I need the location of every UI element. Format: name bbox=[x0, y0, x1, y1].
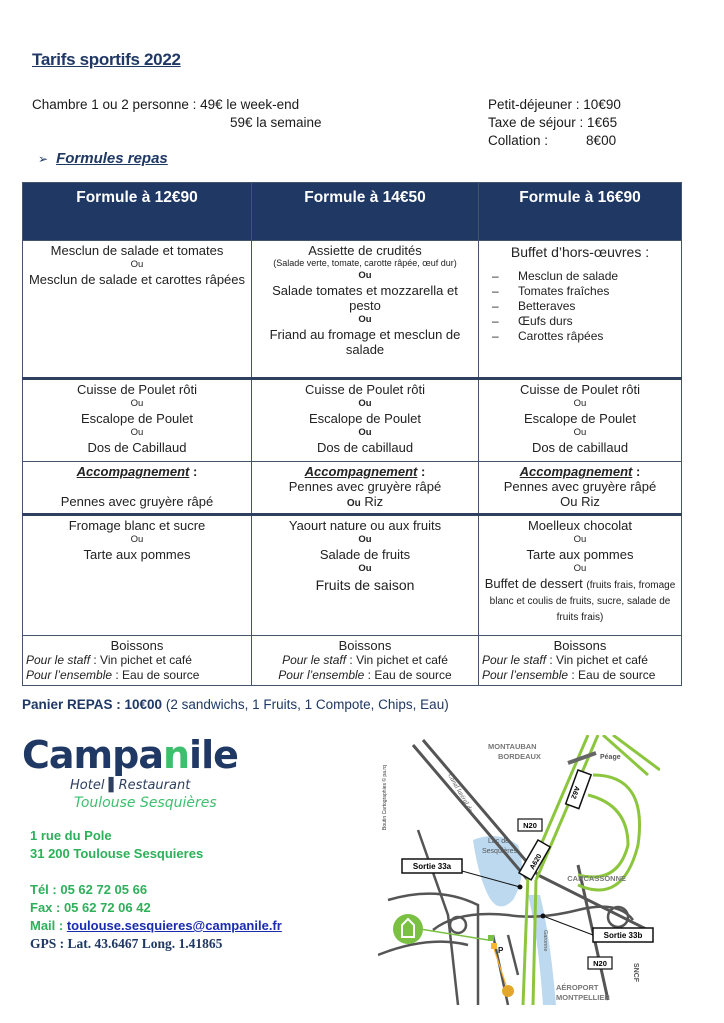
staff-drinks: : Vin pichet et café bbox=[90, 653, 192, 667]
fax: Fax : 05 62 72 06 42 bbox=[30, 900, 151, 915]
drinks-row bbox=[23, 636, 682, 686]
lake-label: Sesquières bbox=[482, 848, 518, 855]
formula-header-3: Formule à 16€90 bbox=[479, 183, 682, 241]
exit-33b-dot bbox=[541, 914, 546, 919]
or-separator: Ou bbox=[358, 534, 372, 545]
tax-price: Taxe de séjour : 1€65 bbox=[488, 115, 618, 130]
buffet-item: – Mesclun de salade bbox=[492, 269, 678, 284]
menu-item: Escalope de Poulet bbox=[80, 411, 194, 426]
sides-colon: : bbox=[632, 464, 641, 479]
menu-table bbox=[22, 182, 682, 686]
menu-item: Fruits de saison bbox=[315, 577, 415, 593]
logo-house-n-icon: n bbox=[162, 733, 190, 777]
menu-item: Moelleux chocolat bbox=[527, 518, 633, 533]
menu-item: Dos de cabillaud bbox=[531, 440, 629, 455]
formula-header-2: Formule à 14€50 bbox=[252, 183, 479, 241]
section-heading bbox=[38, 150, 168, 167]
packed-meal-detail: (2 sandwichs, 1 Fruits, 1 Compote, Chips, Eau) bbox=[162, 697, 449, 712]
menu-item: Riz bbox=[364, 494, 384, 509]
staff-label: Pour le staff bbox=[26, 653, 91, 667]
phone: Tél : 05 62 72 05 66 bbox=[30, 882, 148, 897]
staff-label: Pour le staff bbox=[282, 653, 347, 667]
n20-label: N20 bbox=[593, 959, 607, 968]
or-separator: Ou bbox=[130, 534, 144, 545]
room-label: Chambre 1 ou 2 personne : bbox=[32, 97, 197, 112]
menu-item: Escalope de Poulet bbox=[308, 411, 422, 426]
sides-cell-3 bbox=[479, 462, 682, 515]
buffet-item: – Carottes râpées bbox=[492, 329, 678, 344]
menu-item: Tarte aux pommes bbox=[83, 547, 191, 562]
menu-item: Salade de fruits bbox=[319, 547, 411, 562]
staff-label: Pour le staff bbox=[482, 653, 547, 667]
starters-cell-3 bbox=[479, 241, 682, 379]
city-label: BORDEAUX bbox=[498, 752, 541, 761]
flower-landmark-icon bbox=[502, 985, 514, 997]
contact-block bbox=[30, 827, 282, 953]
all-drinks: : Eau de source bbox=[364, 668, 452, 682]
menu-item-detail: (Salade verte, tomate, carotte râpée, œuf dur) bbox=[273, 258, 457, 268]
or-separator: Ou bbox=[358, 314, 372, 325]
city-label: CARCASSONNE bbox=[567, 874, 626, 883]
address-city: 31 200 Toulouse Sesquieres bbox=[30, 846, 204, 861]
starters-row bbox=[23, 241, 682, 379]
menu-item: Dos de Cabillaud bbox=[87, 440, 187, 455]
menu-item: Yaourt nature ou aux fruits bbox=[288, 518, 442, 533]
sides-cell-2 bbox=[252, 462, 479, 515]
starters-cell-1 bbox=[23, 241, 252, 379]
buffet-title: Buffet d’hors-œuvres : bbox=[510, 244, 650, 260]
all-label: Pour l’ensemble bbox=[26, 668, 113, 682]
drinks-title: Boissons bbox=[110, 638, 164, 653]
menu-item: Pennes avec gruyère râpé bbox=[503, 479, 657, 494]
mains-cell-2 bbox=[252, 379, 479, 462]
staff-drinks: : Vin pichet et café bbox=[346, 653, 448, 667]
n20-label: N20 bbox=[523, 821, 537, 830]
desserts-cell-3 bbox=[479, 515, 682, 636]
formula-header-1: Formule à 12€90 bbox=[23, 183, 252, 241]
mains-cell-1 bbox=[23, 379, 252, 462]
all-label: Pour l’ensemble bbox=[482, 668, 569, 682]
menu-item: Salade tomates et mozzarella et pesto bbox=[272, 283, 458, 313]
desserts-row bbox=[23, 515, 682, 636]
mains-cell-3 bbox=[479, 379, 682, 462]
or-separator: Ou bbox=[358, 427, 372, 438]
staff-drinks: : Vin pichet et café bbox=[546, 653, 648, 667]
page-title: Tarifs sportifs 2022 bbox=[32, 50, 181, 69]
buffet-item: – Œufs durs bbox=[492, 314, 678, 329]
room-weekend-price: 49€ le week-end bbox=[200, 97, 300, 112]
extra-rates bbox=[488, 96, 621, 150]
menu-item: Cuisse de Poulet rôti bbox=[520, 382, 640, 397]
all-drinks: : Eau de source bbox=[568, 668, 656, 682]
mains-row bbox=[23, 379, 682, 462]
or-separator: Ou bbox=[573, 427, 587, 438]
logo-brand-part: ile bbox=[189, 733, 238, 777]
desserts-cell-2 bbox=[252, 515, 479, 636]
menu-item: Tarte aux pommes bbox=[526, 547, 634, 562]
menu-item: Pennes avec gruyère râpé bbox=[60, 494, 214, 509]
menu-item: Buffet de dessert bbox=[484, 576, 583, 591]
menu-item: Cuisse de Poulet rôti bbox=[305, 382, 425, 397]
or-separator: Ou bbox=[358, 563, 372, 574]
a620-label: A620 bbox=[529, 853, 544, 872]
logo-brand bbox=[22, 733, 238, 777]
arrow-bullet-icon: ➢ bbox=[38, 152, 49, 166]
packed-meal-label: Panier REPAS : 10€00 bbox=[22, 697, 163, 712]
menu-header-row bbox=[23, 183, 682, 241]
sides-label: Accompagnement bbox=[76, 464, 190, 479]
toll-label: Péage bbox=[600, 754, 621, 761]
parking-marker bbox=[491, 943, 497, 949]
exit-33a-dot bbox=[518, 885, 523, 890]
mail-label: Mail : bbox=[30, 918, 67, 933]
menu-item: Assiette de crudités bbox=[308, 243, 422, 258]
snack-price: 8€00 bbox=[586, 133, 617, 148]
menu-item: Riz bbox=[581, 494, 600, 509]
or-separator: Ou bbox=[573, 563, 587, 574]
drinks-title: Boissons bbox=[338, 638, 392, 653]
or-separator: Ou bbox=[130, 259, 144, 270]
breakfast-price: Petit-déjeuner : 10€90 bbox=[488, 97, 621, 112]
parking-label: P bbox=[498, 946, 504, 955]
a62-label: A62 bbox=[569, 784, 581, 800]
or-separator: Ou bbox=[573, 534, 587, 545]
location-map bbox=[378, 735, 660, 1005]
city-label: MONTPELLIER bbox=[556, 993, 610, 1002]
menu-item: Mesclun de salade et tomates bbox=[50, 243, 224, 258]
drinks-cell-1 bbox=[23, 636, 252, 686]
sides-row bbox=[23, 462, 682, 515]
drinks-cell-3 bbox=[479, 636, 682, 686]
map-credit: Boutin Cartographies © pa.rq bbox=[382, 765, 388, 830]
rail-label: SNCF bbox=[632, 963, 639, 983]
canal-label: Canal latéral de bbox=[446, 772, 474, 813]
or-separator: Ou bbox=[573, 398, 587, 409]
menu-item-detail: (fruits frais, fromage blanc et coulis de fruits, sucre, salade de fruits frais) bbox=[489, 580, 676, 623]
or-separator: Ou bbox=[358, 398, 372, 409]
lake-label: Lac de bbox=[488, 838, 510, 845]
room-rates bbox=[32, 96, 322, 132]
email-link[interactable]: toulouse.sesquieres@campanile.fr bbox=[66, 918, 282, 933]
or-separator: Ou bbox=[560, 494, 578, 509]
drinks-cell-2 bbox=[252, 636, 479, 686]
menu-item: Friand au fromage et mesclun de salade bbox=[269, 327, 461, 357]
sides-colon: : bbox=[189, 464, 198, 479]
menu-item: Fromage blanc et sucre bbox=[68, 518, 206, 533]
packed-meal bbox=[22, 697, 449, 712]
room-week-price: 59€ la semaine bbox=[230, 115, 322, 130]
section-label: Formules repas bbox=[56, 150, 168, 167]
buffet-item: – Tomates fraîches bbox=[492, 284, 678, 299]
sides-cell-1 bbox=[23, 462, 252, 515]
menu-item: Cuisse de Poulet rôti bbox=[77, 382, 197, 397]
desserts-cell-1 bbox=[23, 515, 252, 636]
all-label: Pour l’ensemble bbox=[278, 668, 365, 682]
city-label: MONTAUBAN bbox=[488, 742, 537, 751]
river-label: Garonne bbox=[542, 930, 548, 952]
sides-label: Accompagnement bbox=[304, 464, 418, 479]
buffet-list bbox=[482, 269, 678, 344]
exit-33a-label: Sortie 33a bbox=[412, 862, 452, 871]
or-separator: Ou bbox=[358, 270, 372, 281]
menu-item: Mesclun de salade et carottes râpées bbox=[28, 272, 246, 287]
logo-brand-part: Campa bbox=[22, 733, 163, 777]
logo-city: Toulouse Sesquières bbox=[74, 795, 217, 811]
buffet-item: – Betteraves bbox=[492, 299, 678, 314]
or-separator: Ou bbox=[130, 427, 144, 438]
all-drinks: : Eau de source bbox=[112, 668, 200, 682]
logo-subtitle: Hotel ▌Restaurant bbox=[70, 778, 191, 793]
starters-cell-2 bbox=[252, 241, 479, 379]
sides-label: Accompagnement bbox=[519, 464, 633, 479]
campanile-logo bbox=[22, 733, 272, 815]
menu-item: Dos de cabillaud bbox=[316, 440, 414, 455]
snack-label: Collation : bbox=[488, 133, 549, 148]
or-separator: Ou bbox=[130, 398, 144, 409]
menu-item: Pennes avec gruyère râpé bbox=[288, 479, 442, 494]
hotel-location bbox=[488, 935, 494, 941]
address-street: 1 rue du Pole bbox=[30, 828, 112, 843]
or-separator: Ou bbox=[346, 498, 361, 509]
sides-colon: : bbox=[417, 464, 426, 479]
gps-coordinates: GPS : Lat. 43.6467 Long. 1.41865 bbox=[30, 936, 223, 951]
city-label: AÉROPORT bbox=[556, 983, 599, 992]
menu-item: Escalope de Poulet bbox=[523, 411, 637, 426]
exit-33b-label: Sortie 33b bbox=[603, 931, 643, 940]
drinks-title: Boissons bbox=[553, 638, 607, 653]
